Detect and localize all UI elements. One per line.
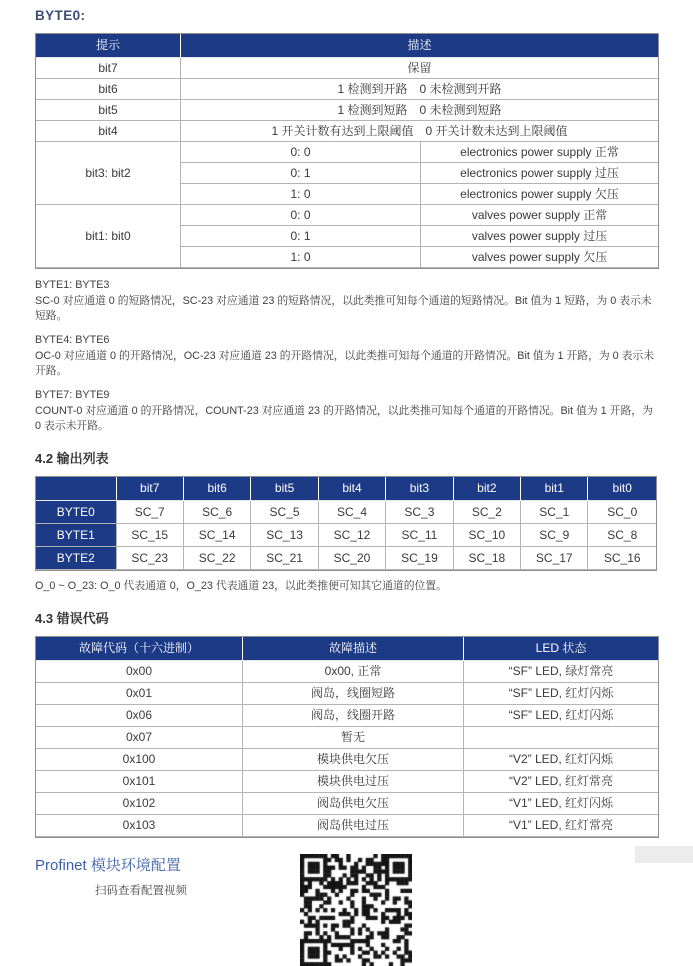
bit-col-header: bit3 [386,477,453,501]
sc-cell: SC_4 [319,501,386,524]
profinet-config-heading: Profinet 模块环境配置 [35,857,181,874]
error-col-header: 故障代码（十六进制） [36,637,243,661]
note [35,334,657,378]
bit-col-header: bit0 [588,477,656,501]
bit-col-header: bit4 [319,477,386,501]
qr-code [300,854,412,966]
sc-cell: SC_6 [184,501,251,524]
sc-cell: SC_10 [454,524,521,547]
error-desc-cell: 阀岛供电过压 [243,815,464,837]
byte0-heading: BYTE0: [35,8,86,23]
led-status-cell: “SF” LED, 红灯闪烁 [464,683,658,705]
led-status-cell [464,727,658,749]
sc-cell: SC_2 [454,501,521,524]
error-table-body [36,661,658,837]
led-status-cell: “SF” LED, 红灯闪烁 [464,705,658,727]
note [35,389,657,433]
note-title: BYTE7: BYTE9 [35,389,110,401]
sc-cell: SC_22 [184,547,251,570]
bit-col-header: bit1 [521,477,588,501]
output-table-head [36,477,656,501]
error-col-header: 故障描述 [243,637,464,661]
error-desc-cell: 阀岛，线圈开路 [243,705,464,727]
section-4-2-heading: 4.2 输出列表 [35,451,109,466]
error-code-cell: 0x102 [36,793,243,815]
header-row [36,637,658,661]
error-code-cell: 0x103 [36,815,243,837]
bit-desc-cell: valves power supply 过压 [421,226,658,247]
byte-row-label: BYTE2 [36,547,117,570]
error-code-cell: 0x01 [36,683,243,705]
bit-desc-cell: 1 检测到开路 0 未检测到开路 [181,79,658,100]
footer [35,854,657,966]
footer-text-block [35,854,300,898]
scan-artifact [635,846,693,863]
error-desc-cell: 0x00, 正常 [243,661,464,683]
error-desc-cell: 阀岛，线圈短路 [243,683,464,705]
bit-desc-cell: electronics power supply 正常 [421,142,658,163]
bit-desc-cell: valves power supply 正常 [421,205,658,226]
byte0-table-body [36,58,658,268]
table-row [36,121,658,142]
sc-cell: SC_8 [588,524,656,547]
sc-cell: SC_14 [184,524,251,547]
col-header-desc: 描述 [181,34,658,58]
sc-cell: SC_21 [251,547,318,570]
header-row [36,34,658,58]
table-row [36,547,656,570]
table-row [36,815,658,837]
sc-cell: SC_15 [117,524,184,547]
bit-desc-cell: valves power supply 欠压 [421,247,658,268]
bit-value-cell: 0: 1 [181,163,421,184]
sc-cell: SC_19 [386,547,453,570]
note-body: COUNT-0 对应通道 0 的开路情况，COUNT-23 对应通道 23 的开路情况，以此类推可知每个通道的开路情况。Bit 值为 1 开路，为 0 表示未开路。 [35,405,653,432]
bit-hint-cell: bit3: bit2 [36,142,181,205]
sc-cell: SC_23 [117,547,184,570]
sc-cell: SC_12 [319,524,386,547]
table-row [36,727,658,749]
bit-hint-cell: bit1: bit0 [36,205,181,268]
led-status-cell: “V1” LED, 红灯常亮 [464,815,658,837]
header-row [36,477,656,501]
scan-hint-text: 扫码查看配置视频 [95,885,187,897]
sc-cell: SC_3 [386,501,453,524]
note-body: SC-0 对应通道 0 的短路情况，SC-23 对应通道 23 的短路情况，以此类推可知每个通道的短路情况。Bit 值为 1 短路，为 0 表示未短路。 [35,295,652,322]
error-code-cell: 0x101 [36,771,243,793]
bit-col-header: bit2 [454,477,521,501]
bit-desc-cell: electronics power supply 过压 [421,163,658,184]
table-row [36,524,656,547]
bit-value-cell: 1: 0 [181,184,421,205]
bit-value-cell: 0: 0 [181,142,421,163]
error-desc-cell: 模块供电过压 [243,771,464,793]
output-caption: O_0 ~ O_23: O_0 代表通道 0，O_23 代表通道 23，以此类推便可知其它通道的位置。 [35,580,447,592]
bit-hint-cell: bit6 [36,79,181,100]
section-4-3-heading: 4.3 错误代码 [35,611,109,626]
bit-col-header: bit5 [251,477,318,501]
byte0-status-table [35,33,659,269]
table-row [36,793,658,815]
table-row [36,749,658,771]
error-code-cell: 0x100 [36,749,243,771]
bit-hint-cell: bit4 [36,121,181,142]
table-row [36,705,658,727]
sc-cell: SC_1 [521,501,588,524]
output-table-body [36,501,656,570]
error-code-cell: 0x07 [36,727,243,749]
bit-value-cell: 0: 0 [181,205,421,226]
note-title: BYTE1: BYTE3 [35,279,110,291]
error-desc-cell: 阀岛供电欠压 [243,793,464,815]
table-row [36,100,658,121]
bit-col-header: bit6 [184,477,251,501]
sc-cell: SC_7 [117,501,184,524]
sc-cell: SC_5 [251,501,318,524]
table-row [36,142,658,163]
table-row [36,661,658,683]
sc-cell: SC_16 [588,547,656,570]
bit-desc-cell: 1 开关计数有达到上限阈值 0 开关计数未达到上限阈值 [181,121,658,142]
error-table-head [36,637,658,661]
bit-hint-cell: bit5 [36,100,181,121]
table-row [36,205,658,226]
bit-desc-cell: 1 检测到短路 0 未检测到短路 [181,100,658,121]
note-title: BYTE4: BYTE6 [35,334,110,346]
table-row [36,683,658,705]
bit-value-cell: 1: 0 [181,247,421,268]
sc-cell: SC_13 [251,524,318,547]
sc-cell: SC_11 [386,524,453,547]
table-row [36,771,658,793]
led-status-cell: “SF” LED, 绿灯常亮 [464,661,658,683]
note-body: OC-0 对应通道 0 的开路情况，OC-23 对应通道 23 的开路情况，以此类推可知每个通道的开路情况。Bit 值为 1 开路，为 0 表示未开路。 [35,350,655,377]
error-code-cell: 0x06 [36,705,243,727]
led-status-cell: “V2” LED, 红灯闪烁 [464,749,658,771]
bit-hint-cell: bit7 [36,58,181,79]
note [35,279,657,323]
error-code-table [35,636,659,838]
col-header-hint: 提示 [36,34,181,58]
sc-cell: SC_0 [588,501,656,524]
output-list-table [35,476,657,571]
sc-cell: SC_18 [454,547,521,570]
byte-notes [35,279,657,433]
led-status-cell: “V1” LED, 红灯闪烁 [464,793,658,815]
byte0-table-head [36,34,658,58]
bit-col-header: bit7 [117,477,184,501]
led-status-cell: “V2” LED, 红灯常亮 [464,771,658,793]
sc-cell: SC_17 [521,547,588,570]
byte-row-label: BYTE1 [36,524,117,547]
bit-desc-cell: electronics power supply 欠压 [421,184,658,205]
sc-cell: SC_9 [521,524,588,547]
table-row [36,501,656,524]
error-code-cell: 0x00 [36,661,243,683]
error-col-header: LED 状态 [464,637,658,661]
byte-row-label: BYTE0 [36,501,117,524]
table-row [36,58,658,79]
bit-value-cell: 0: 1 [181,226,421,247]
error-desc-cell: 暂无 [243,727,464,749]
bit-desc-cell: 保留 [181,58,658,79]
error-desc-cell: 模块供电欠压 [243,749,464,771]
corner-header-cell [36,477,117,501]
sc-cell: SC_20 [319,547,386,570]
table-row [36,79,658,100]
